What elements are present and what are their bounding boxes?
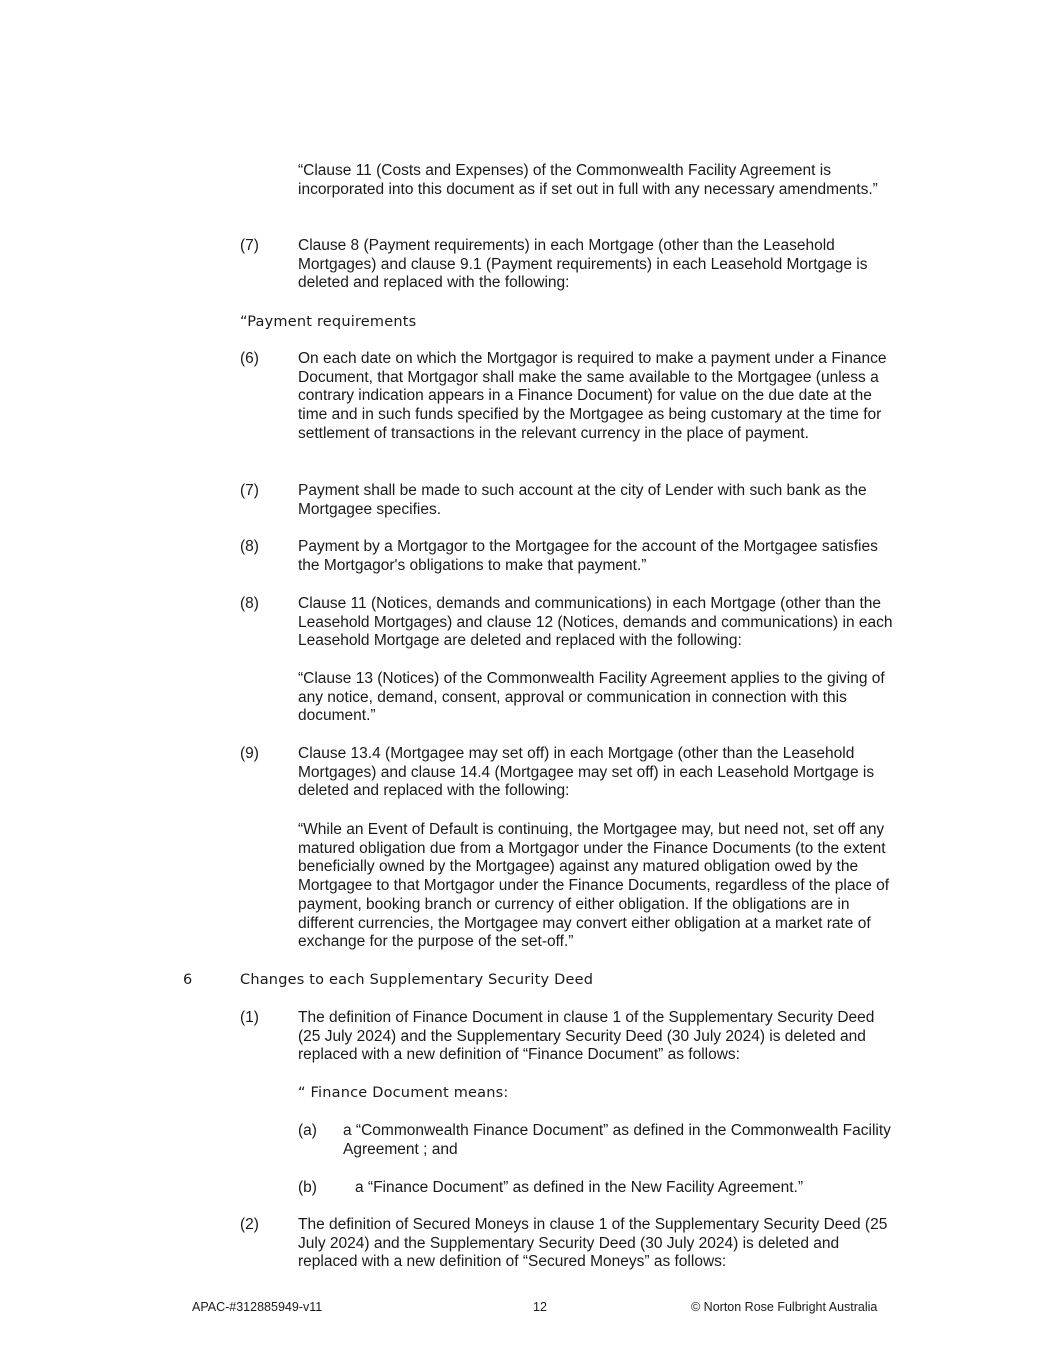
sub-item-number: (a): [298, 1122, 317, 1139]
sub-item-commonwealth-text: a “Commonwealth Finance Document” as defined in the Commonwealth Facility Agreement ; and: [343, 1122, 891, 1158]
sub-item-number: (b): [298, 1179, 317, 1196]
finance-document-heading: “ Finance Document means:: [298, 1085, 509, 1101]
sub-item-new-facility-text: a “Finance Document” as defined in the New Facility Agreement.”: [355, 1179, 803, 1196]
paragraph-number: (7): [240, 482, 259, 499]
paragraph-payment-satisfies-text: Payment by a Mortgagor to the Mortgagee for the account of the Mortgagee satisfies the Mortgagor's obligations to make that payment.”: [298, 538, 878, 574]
item-number: (1): [240, 1009, 259, 1026]
footer-page-number: 12: [533, 1300, 547, 1314]
quote-set-off: “While an Event of Default is continuing, the Mortgagee may, but need not, set off any matured obligation due from a Mortgagor under the Finance Documents (to the extent beneficially owned by the Mortgagee) against any matured obligation owed by the Mortgagee to that Mortgagor under the Finance Documents, regardless of the place of payment, booking branch or currency of either obligation. If the obligations are in different currencies, the Mortgagee may convert either obligation at a market rate of exchange for the purpose of the set-off.”: [298, 821, 890, 951]
payment-requirements-heading: “Payment requirements: [240, 314, 417, 330]
item-number: (9): [240, 745, 259, 762]
section-number: 6: [183, 972, 193, 988]
quote-costs-expenses: “Clause 11 (Costs and Expenses) of the Commonwealth Facility Agreement is incorporated into this document as if set out in full with any necessary amendments.”: [298, 162, 878, 198]
section-title: Changes to each Supplementary Security Deed: [240, 972, 594, 988]
item-secured-moneys-definition-text: The definition of Secured Moneys in clause 1 of the Supplementary Security Deed (25 July 2024) and the Supplementary Security Deed (30 July 2024) is deleted and replaced with a new definition of “Secured Moneys” as follows:: [298, 1216, 888, 1271]
footer-copyright: © Norton Rose Fulbright Australia: [691, 1300, 878, 1314]
item-payment-requirements-text: Clause 8 (Payment requirements) in each Mortgage (other than the Leasehold Mortgages) and clause 9.1 (Payment requirements) in each Leasehold Mortgage is deleted and replaced with the following:: [298, 237, 868, 292]
item-number: (7): [240, 237, 259, 254]
paragraph-number: (8): [240, 538, 259, 555]
item-set-off-text: Clause 13.4 (Mortgagee may set off) in each Mortgage (other than the Leasehold Mortgages) and clause 14.4 (Mortgagee may set off) in each Leasehold Mortgage is deleted and replaced with the following:: [298, 745, 875, 800]
item-notices-text: Clause 11 (Notices, demands and communications) in each Mortgage (other than the Leasehold Mortgages) and clause 12 (Notices, demands and communications) in each Leasehold Mortgage are deleted and replaced with the following:: [298, 595, 893, 650]
item-number: (8): [240, 595, 259, 612]
item-finance-document-definition-text: The definition of Finance Document in clause 1 of the Supplementary Security Deed (25 July 2024) and the Supplementary Security Deed (30 July 2024) is deleted and replaced with a new definition of “Finance Document” as follows:: [298, 1009, 875, 1064]
paragraph-number: (6): [240, 350, 259, 367]
paragraph-payment-account-text: Payment shall be made to such account at the city of Lender with such bank as the Mortgagee specifies.: [298, 482, 867, 518]
item-number: (2): [240, 1216, 259, 1233]
quote-notices: “Clause 13 (Notices) of the Commonwealth Facility Agreement applies to the giving of any notice, demand, consent, approval or communication in connection with this document.”: [298, 670, 885, 725]
paragraph-payment-date-text: On each date on which the Mortgagor is required to make a payment under a Finance Document, that Mortgagor shall make the same available to the Mortgagee (unless a contrary indication appears in a Finance Document) for value on the due date at the time and in such funds specified by the Mortgagee as being customary at the time for settlement of transactions in the relevant currency in the place of payment.: [298, 350, 887, 442]
footer-document-reference: APAC-#312885949-v11: [192, 1300, 323, 1314]
